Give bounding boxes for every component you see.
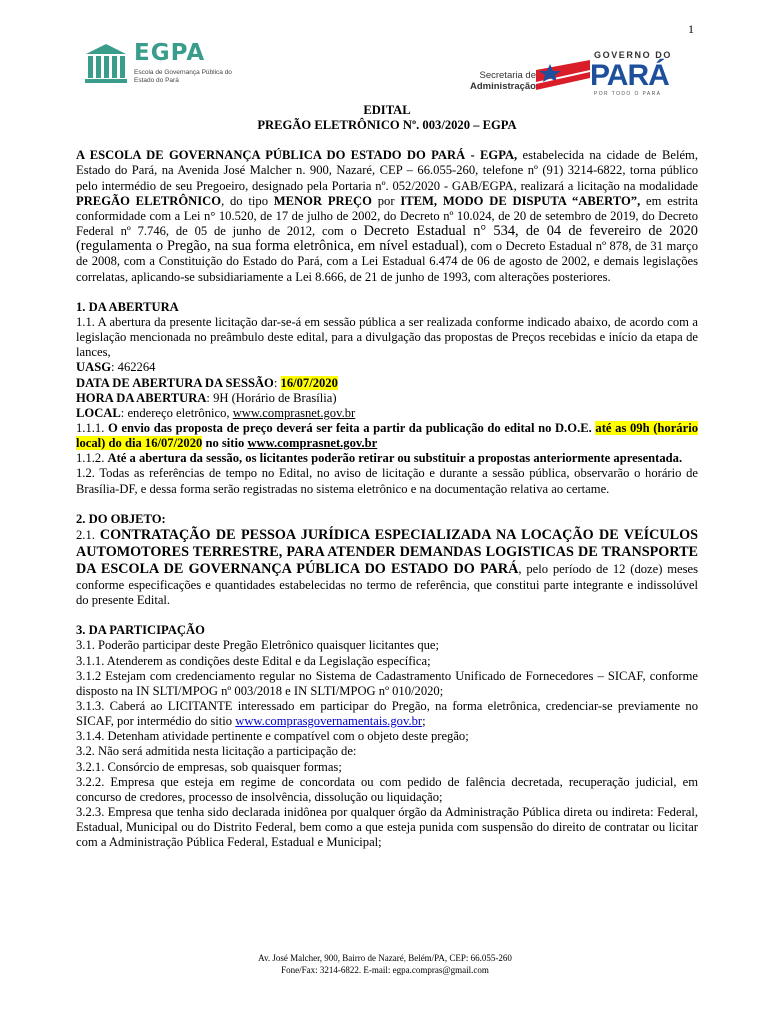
paragraph-3-2-1: 3.2.1. Consórcio de empresas, sob quaisquer formas;: [76, 759, 342, 774]
comprasnet-link-2[interactable]: www.comprasnet.gov.br: [247, 436, 378, 451]
egpa-logo-name: EGPA: [134, 40, 206, 66]
edital-content: [76, 103, 698, 851]
governo-para-logo: [536, 50, 686, 100]
paragraph-3-2-3: 3.2.3. Empresa que tenha sido declarada inidônea por qualquer órgão da Administração Pública direta ou indireta: Federal, Estadual, Municipal ou do Distrito Federal, bem como a que esteja punida com suspensão do direito de contratar ou licitar com a Administração Pública Federal, Estadual e Municipal;: [76, 805, 698, 850]
para-slogan: POR TODO O PARÁ: [594, 91, 662, 97]
edital-subtitle: PREGÃO ELETRÔNICO Nº. 003/2020 – EGPA: [257, 118, 517, 133]
egpa-logo-subtitle: Escola de Governança Pública do Estado do Pará: [134, 69, 232, 84]
comprasnet-link[interactable]: www.comprasnet.gov.br: [232, 405, 356, 420]
preamble: A ESCOLA DE GOVERNANÇA PÚBLICA DO ESTADO DO PARÁ - EGPA, estabelecida na cidade de Belém, Estado do Pará, na Avenida José Malcher n. 900, Nazaré, CEP – 66.055-260, telefone nº (91) 3214-6822, torna público pelo intermédio de seu Pregoeiro, designado pela Portaria nº. 052/2020 - GAB/EGPA, realizará a licitação na modalidade PREGÃO ELETRÔNICO, do tipo MENOR PREÇO por ITEM, MODO DE DISPUTA “ABERTO”, em estrita conformidade com a Lei n° 10.520, de 17 de julho de 2002, do Decreto nº 10.024, de 20 de setembro de 2019, do Decreto Federal nº 7.746, de 05 de junho de 2012, com o Decreto Estadual n° 534, de 04 de fevereiro de 2020 (regulamenta o Pregão, na sua forma eletrônica, em nível estadual), com o Decreto Estadual nº 878, de 31 março de 2008, com a Constituição do Estado do Pará, com a Lei Estadual 6.474 de 06 de agosto de 2002, e demais legislações correlatas, aplicando-se subsidiariamente a Lei 8.666, de 21 de junho de 1993, com alterações posteriores.: [76, 148, 699, 284]
paragraph-3-1: 3.1. Poderão participar deste Pregão Eletrônico quaisquer licitantes que;: [76, 638, 439, 653]
paragraph-1-1-2: 1.1.2. Até a abertura da sessão, os licitantes poderão retirar ou substituir a propostas anteriormente apresentada.: [76, 451, 683, 466]
section-2-heading: 2. DO OBJETO:: [76, 511, 166, 526]
egpa-building-icon: [82, 42, 130, 86]
paragraph-3-1-1: 3.1.1. Atenderem as condições deste Edital e da Legislação específica;: [76, 653, 431, 668]
paragraph-3-1-3: 3.1.3. Caberá ao LICITANTE interessado em participar do Pregão, na forma eletrônica, credenciar-se previamente no SICAF, por intermédio do sitio www.comprasgovernamentais.gov.br;: [76, 699, 698, 729]
section-1-heading: 1. DA ABERTURA: [76, 299, 179, 314]
page-footer: [0, 952, 770, 976]
data-abertura-line: DATA DE ABERTURA DA SESSÃO: 16/07/2020: [76, 375, 338, 390]
footer-contact: Fone/Fax: 3214-6822. E-mail: egpa.compras@gmail.com: [281, 965, 489, 975]
secretaria-line1: Secretaria de: [479, 70, 536, 81]
footer-address: Av. José Malcher, 900, Bairro de Nazaré, Belém/PA, CEP: 66.055-260: [258, 953, 512, 963]
secretaria-line2: Administração: [470, 81, 536, 92]
page-number: 1: [688, 22, 694, 36]
local-line: LOCAL: endereço eletrônico, www.comprasnet.gov.br: [76, 405, 356, 420]
section-3-heading: 3. DA PARTICIPAÇÃO: [76, 623, 205, 638]
paragraph-1-1-1: 1.1.1. O envio das proposta de preço deverá ser feita a partir da publicação do edital no D.O.E. até as 09h (horário local) do dia 16/07/2020 no sitio www.comprasnet.gov.br: [76, 420, 698, 451]
comprasgovernamentais-link[interactable]: www.comprasgovernamentais.gov.br: [235, 714, 423, 729]
governo-do-text: GOVERNO DO: [594, 50, 673, 60]
paragraph-3-2-2: 3.2.2. Empresa que esteja em regime de concordata ou com pedido de falência decretada, recuperação judicial, em concurso de credores, processo de insolvência, dissolução ou liquidação;: [76, 774, 698, 804]
edital-title: EDITAL: [363, 103, 411, 117]
paragraph-3-2: 3.2. Não será admitida nesta licitação a participação de:: [76, 744, 357, 759]
hora-abertura-line: HORA DA ABERTURA: 9H (Horário de Brasília): [76, 390, 337, 405]
paragraph-1-1: 1.1. A abertura da presente licitação dar-se-á em sessão pública a ser realizada conforme indicado abaixo, de acordo com a legislação mencionada no preâmbulo deste edital, para a divulgação das propostas de Preços recebidas e início da etapa de lances,: [76, 314, 698, 360]
para-flag-icon: [536, 60, 590, 92]
paragraph-1-2: 1.2. Todas as referências de tempo no Edital, no aviso de licitação e durante a sessão pública, observarão o horário de Brasília-DF, e dessa forma serão registradas no sistema eletrônico e na documentação relativa ao certame.: [76, 466, 698, 496]
paragraph-3-1-4: 3.1.4. Detenham atividade pertinente e compatível com o objeto deste pregão;: [76, 729, 469, 744]
para-text: PARÁ: [590, 59, 669, 92]
egpa-logo: [82, 40, 242, 90]
paragraph-2-1: 2.1. CONTRATAÇÃO DE PESSOA JURÍDICA ESPECIALIZADA NA LOCAÇÃO DE VEÍCULOS AUTOMOTORES TERRESTRE, PARA ATENDER DEMANDAS LOGISTICAS DE TRANSPORTE DA ESCOLA DE GOVERNANÇA PÚBLICA DO ESTADO DO PARÁ, pelo período de 12 (doze) meses conforme especificações e quantidades estabelecidas no termo de referência, que constitui parte integrante e indissolúvel do presente Edital.: [76, 526, 698, 608]
secretaria-logo: [452, 70, 536, 92]
paragraph-3-1-2: 3.1.2 Estejam com credenciamento regular no Sistema de Cadastramento Unificado de Fornecedores – SICAF, conforme disposto na IN SLTI/MPOG nº 003/2018 e IN SLTI/MPOG nº 010/2020;: [76, 668, 698, 698]
uasg-line: UASG: 462264: [76, 360, 156, 375]
